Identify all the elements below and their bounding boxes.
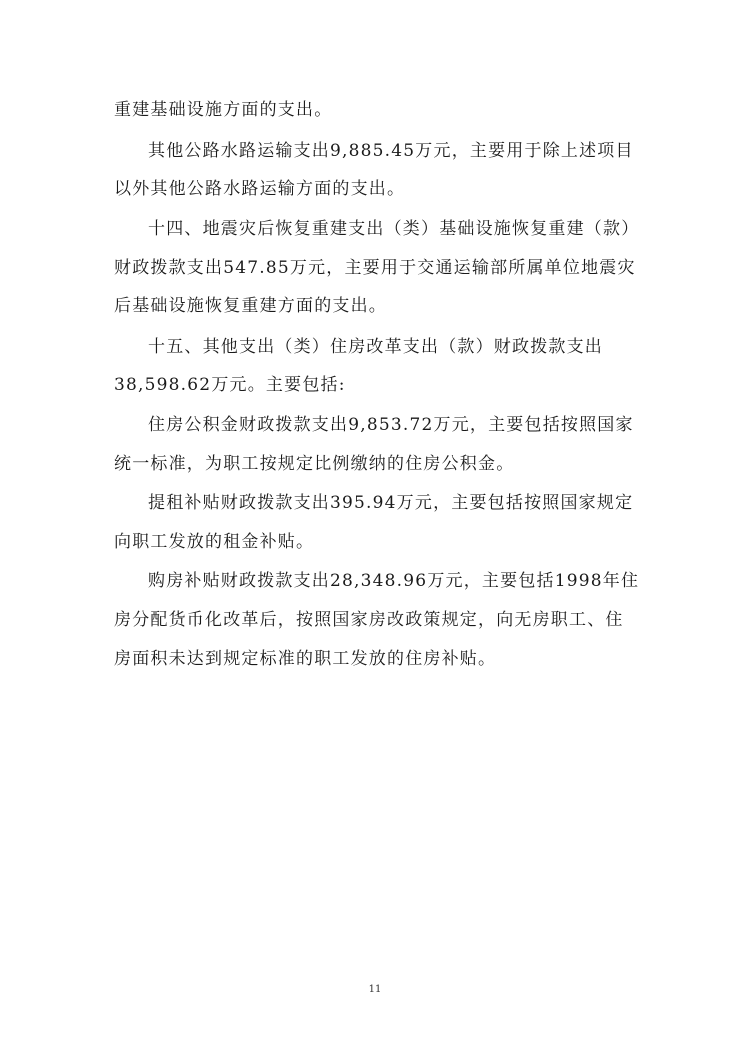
text-line: 提租补贴财政拨款支出395.94万元，主要包括按照国家规定 [148,493,634,513]
text-line: 向职工发放的租金补贴。 [114,532,315,552]
text-line: 房面积未达到规定标准的职工发放的住房补贴。 [114,649,497,669]
text-line: 以外其他公路水路运输方面的支出。 [114,179,406,199]
text-line: 重建基础设施方面的支出。 [114,100,333,120]
text-line: 其他公路水路运输支出9,885.45万元，主要用于除上述项目 [148,141,634,161]
text-line: 十五、其他支出（类）住房改革支出（款）财政拨款支出 [148,337,603,357]
text-line: 住房公积金财政拨款支出9,853.72万元，主要包括按照国家 [148,415,634,435]
text-line: 购房补贴财政拨款支出28,348.96万元，主要包括1998年住 [148,571,640,591]
text-line: 后基础设施恢复重建方面的支出。 [114,296,387,316]
page-number: 11 [368,984,382,995]
text-line: 统一标准，为职工按规定比例缴纳的住房公积金。 [114,454,515,474]
text-line: 财政拨款支出547.85万元，主要用于交通运输部所属单位地震灾 [114,258,636,278]
text-line: 38,598.62万元。主要包括: [114,375,346,395]
text-line: 房分配货币化改革后，按照国家房改政策规定，向无房职工、住 [114,610,624,630]
text-line: 十四、地震灾后恢复重建支出（类）基础设施恢复重建（款） [148,219,640,239]
